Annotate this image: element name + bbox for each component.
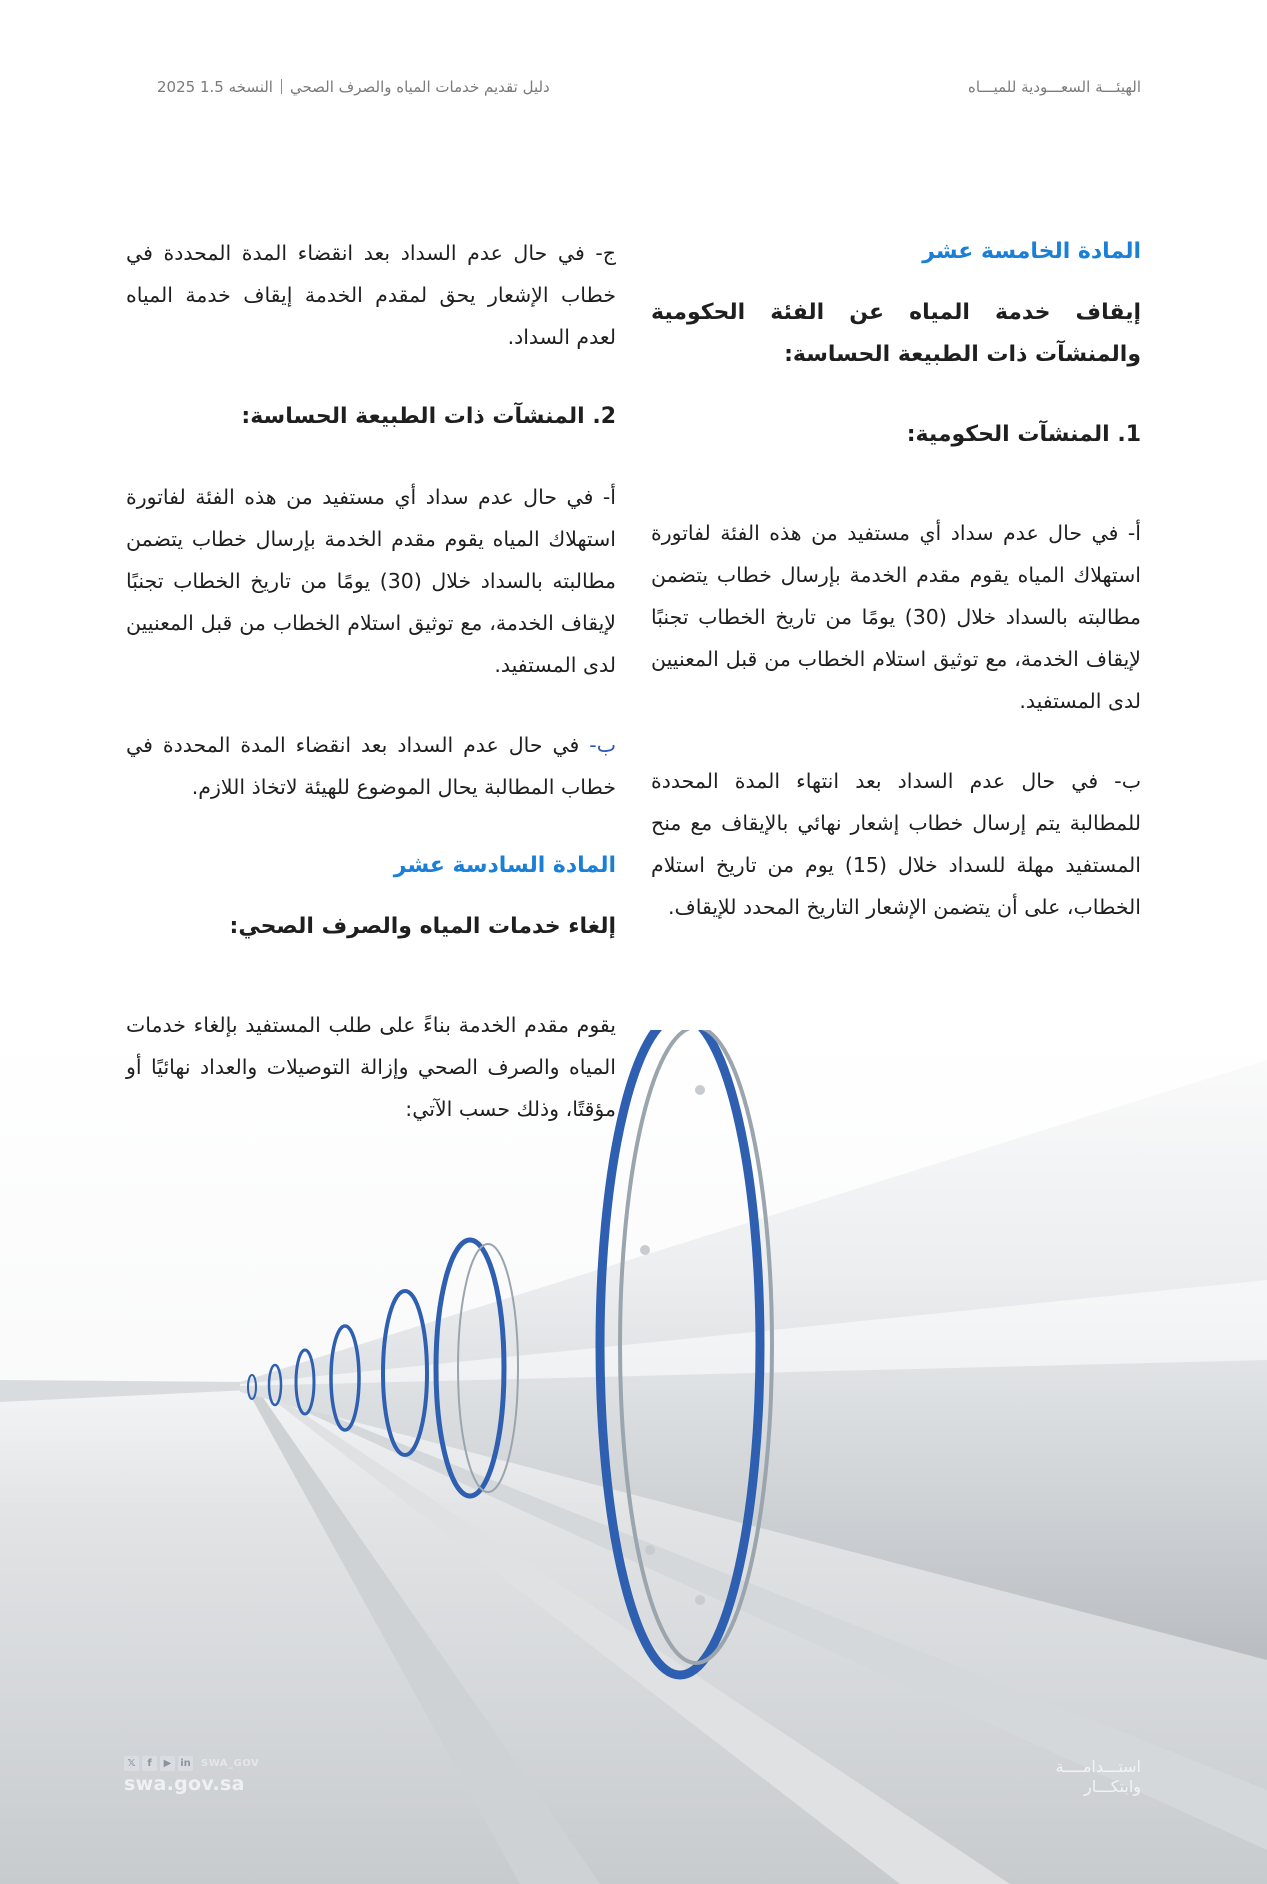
website-link[interactable]: swa.gov.sa	[124, 1773, 245, 1795]
x-icon[interactable]: 𝕏	[124, 1756, 139, 1771]
org-name: الهيئـــة السعـــودية للميـــاه	[968, 78, 1141, 96]
footer-contact	[124, 1756, 259, 1795]
right-column	[651, 232, 1141, 928]
section-1-item-c: ج- في حال عدم السداد بعد انقضاء المدة المحددة في خطاب الإشعار يحق لمقدم الخدمة إيقاف خدمة المياه لعدم السداد.	[126, 241, 616, 349]
footer-slogan	[1056, 1757, 1141, 1797]
linkedin-icon[interactable]: in	[178, 1756, 193, 1771]
article-16-title: المادة السادسة عشر	[393, 853, 616, 878]
article-16-body: يقوم مقدم الخدمة بناءً على طلب المستفيد بإلغاء خدمات المياه والصرف الصحي وإزالة التوصيلات والعداد نهائيًا أو مؤقتًا، وذلك حسب الآتي:	[126, 1013, 616, 1121]
guide-title: دليل تقديم خدمات المياه والصرف الصحي	[289, 78, 550, 96]
article-15-title: المادة الخامسة عشر	[922, 239, 1141, 264]
section-1-heading: 1. المنشآت الحكومية:	[906, 422, 1141, 447]
header-divider	[281, 79, 282, 94]
version-label: النسخه 1.5 2025	[157, 78, 273, 96]
facebook-icon[interactable]: f	[142, 1756, 157, 1771]
social-links	[124, 1756, 259, 1771]
article-15-heading: إيقاف خدمة المياه عن الفئة الحكومية والمنشآت ذات الطبيعة الحساسة:	[651, 300, 1141, 367]
item-b-letter: ب-	[589, 733, 616, 757]
section-2-item-b	[126, 724, 616, 808]
left-column	[126, 232, 616, 1130]
section-1-item-b: ب- في حال عدم السداد بعد انتهاء المدة المحددة للمطالبة يتم إرسال خطاب إشعار نهائي بالإيقاف مع منح المستفيد مهلة للسداد خلال (15) يوم من تاريخ استلام الخطاب، على أن يتضمن الإشعار التاريخ المحدد للإيقاف.	[651, 769, 1141, 919]
item-b-text: في حال عدم السداد بعد انقضاء المدة المحددة في خطاب المطالبة يحال الموضوع للهيئة لاتخاذ اللازم.	[126, 733, 616, 799]
youtube-icon[interactable]: ▶	[160, 1756, 175, 1771]
section-2-item-a: أ- في حال عدم سداد أي مستفيد من هذه الفئة لفاتورة استهلاك المياه يقوم مقدم الخدمة بإرسال خطاب يتضمن مطالبته بالسداد خلال (30) يومًا من تاريخ الخطاب تجنبًا لإيقاف الخدمة، مع توثيق استلام الخطاب من قبل المعنيين لدى المستفيد.	[126, 485, 616, 677]
document-header	[157, 78, 550, 96]
slogan-line-2: وابتكـــار	[1084, 1777, 1141, 1796]
slogan-line-1: استـــدامــــة	[1055, 1757, 1141, 1776]
section-1-item-a: أ- في حال عدم سداد أي مستفيد من هذه الفئة لفاتورة استهلاك المياه يقوم مقدم الخدمة بإرسال خطاب يتضمن مطالبته بالسداد خلال (30) يومًا من تاريخ الخطاب تجنبًا لإيقاف الخدمة، مع توثيق استلام الخطاب من قبل المعنيين لدى المستفيد.	[651, 521, 1141, 713]
article-16-heading: إلغاء خدمات المياه والصرف الصحي:	[229, 914, 616, 939]
section-2-heading: 2. المنشآت ذات الطبيعة الحساسة:	[241, 404, 616, 429]
social-handle: SWA_GOV	[201, 1758, 260, 1769]
